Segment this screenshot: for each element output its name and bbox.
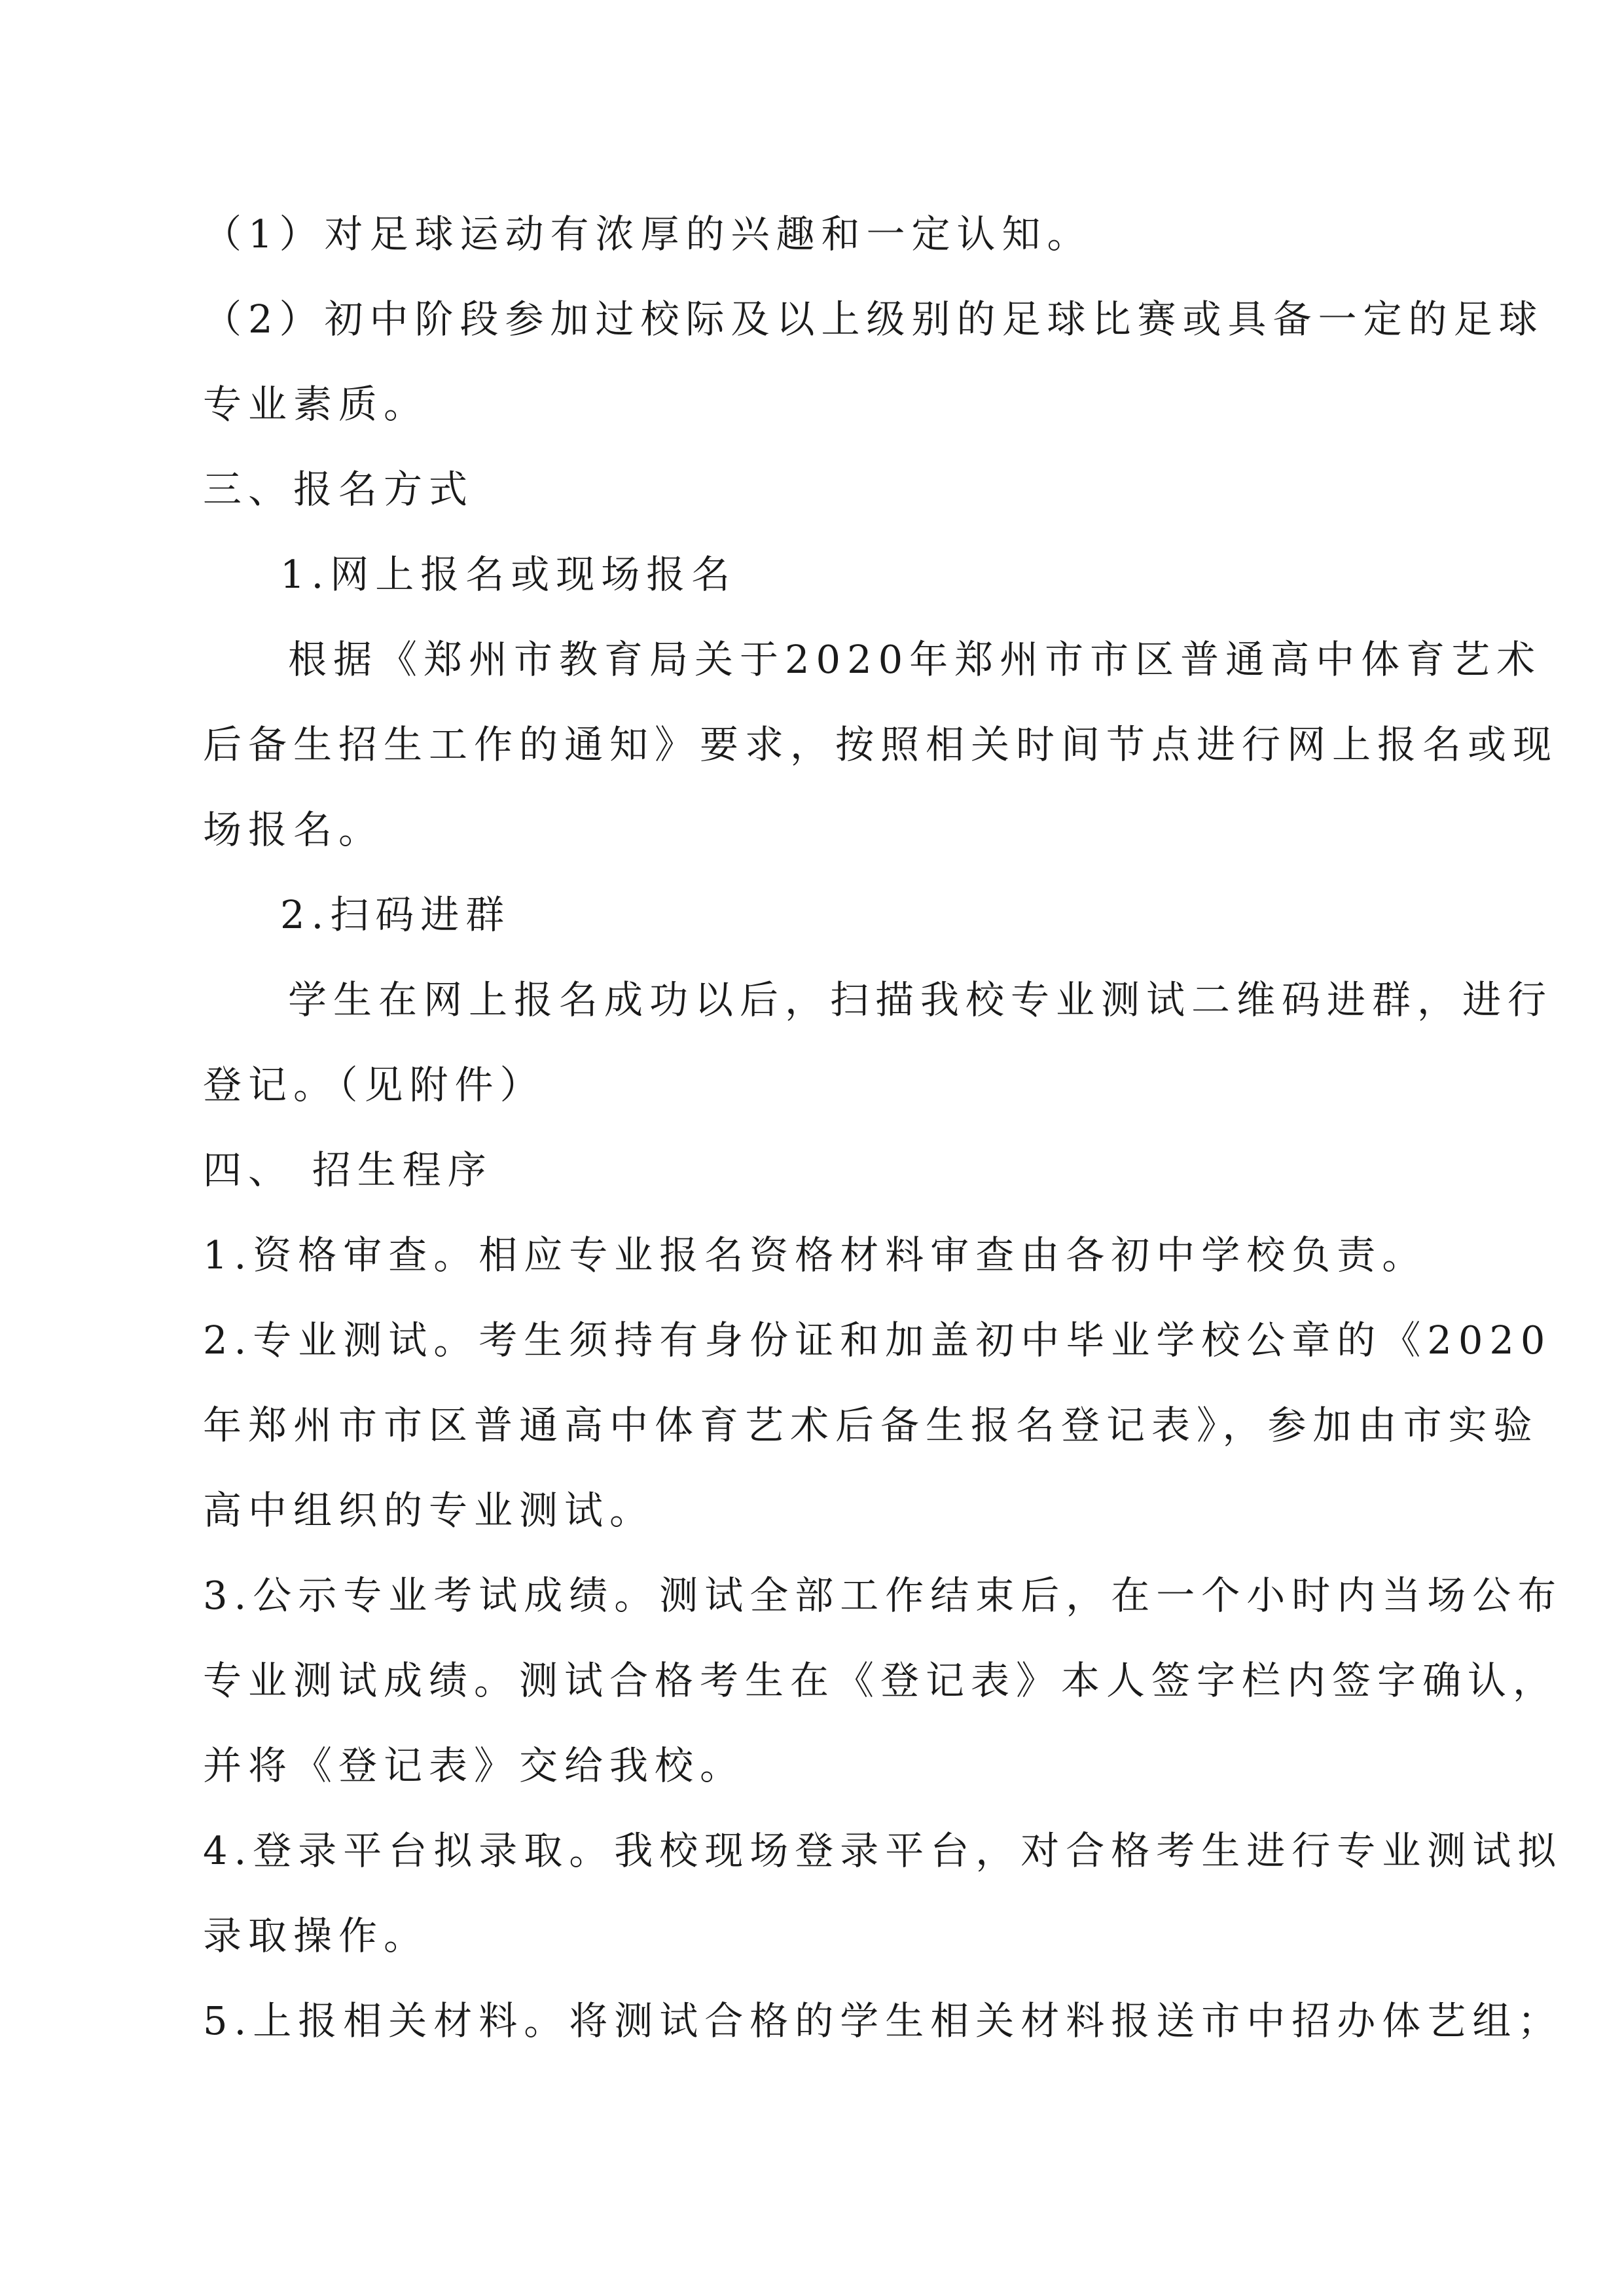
paragraph-line: 场报名。	[203, 807, 384, 852]
paragraph-line: 后备生招生工作的通知》要求，按照相关时间节点进行网上报名或现	[203, 722, 1559, 767]
procedure-step-2-continued: 年郑州市市区普通高中体育艺术后备生报名登记表》，参加由市实验	[203, 1403, 1539, 1448]
criteria-item-2-continued: 专业素质。	[203, 382, 429, 427]
procedure-step-2-continued: 高中组织的专业测试。	[203, 1488, 655, 1533]
paragraph-line: 登记。（见附件）	[203, 1062, 545, 1107]
procedure-step-4-continued: 录取操作。	[203, 1913, 429, 1958]
paragraph-line: 根据《郑州市教育局关于2020年郑州市市区普通高中体育艺术	[288, 637, 1542, 682]
procedure-step-5: 5.上报相关材料。将测试合格的学生相关材料报送市中招办体艺组；	[203, 1998, 1563, 2043]
procedure-step-3: 3.公示专业考试成绩。测试全部工作结束后，在一个小时内当场公布	[203, 1573, 1563, 1618]
procedure-step-2: 2.专业测试。考生须持有身份证和加盖初中毕业学校公章的《2020	[203, 1318, 1552, 1363]
section-heading-registration: 三、报名方式	[203, 467, 475, 512]
criteria-item-1: （1）对足球运动有浓厚的兴趣和一定认知。	[203, 211, 1092, 257]
paragraph-line: 学生在网上报名成功以后，扫描我校专业测试二维码进群，进行	[288, 977, 1553, 1022]
subheading-online-registration: 1.网上报名或现场报名	[280, 552, 737, 597]
section-heading-procedure: 四、 招生程序	[203, 1147, 493, 1193]
subheading-scan-code: 2.扫码进群	[280, 892, 511, 937]
criteria-item-2: （2）初中阶段参加过校际及以上级别的足球比赛或具备一定的足球	[203, 296, 1544, 342]
procedure-step-4: 4.登录平台拟录取。我校现场登录平台，对合格考生进行专业测试拟	[203, 1828, 1563, 1873]
procedure-step-3-continued: 并将《登记表》交给我校。	[203, 1743, 746, 1788]
procedure-step-1: 1.资格审查。相应专业报名资格材料审查由各初中学校负责。	[203, 1232, 1428, 1278]
procedure-step-3-continued: 专业测试成绩。测试合格考生在《登记表》本人签字栏内签字确认，	[203, 1658, 1559, 1703]
